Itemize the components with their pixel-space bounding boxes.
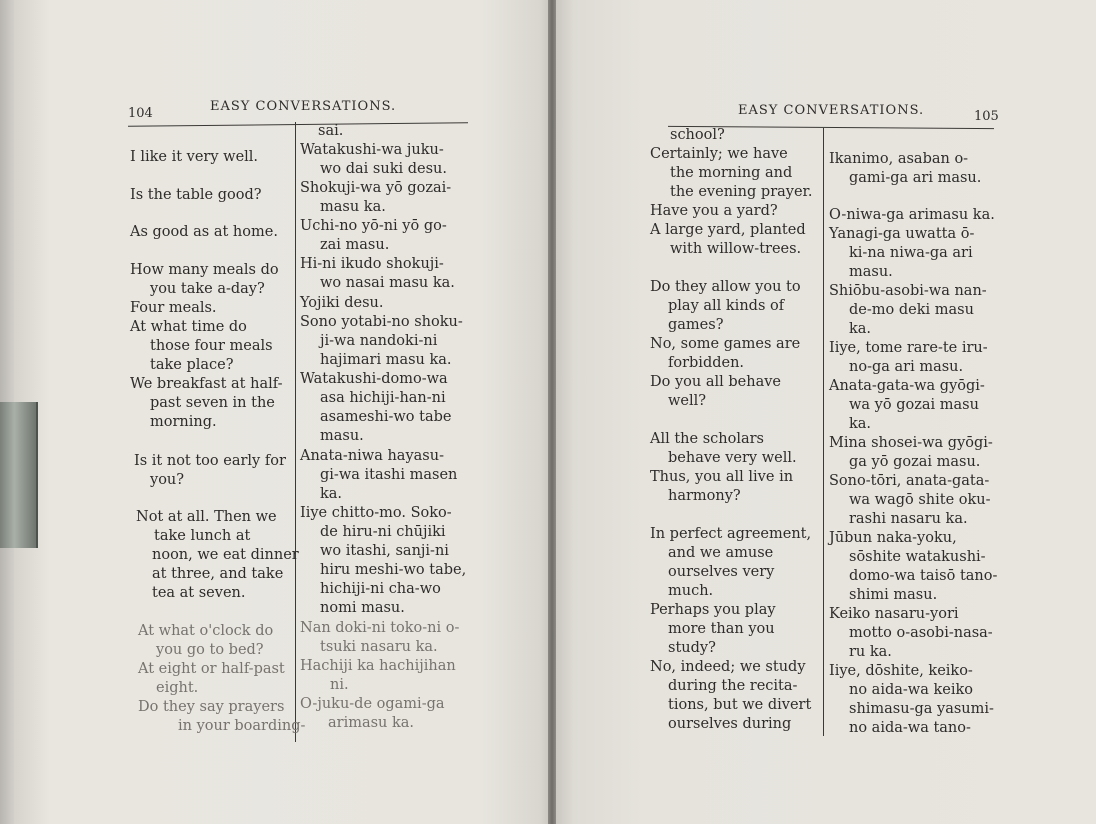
book-gutter (548, 0, 556, 824)
text-line: Thus, you all live in (650, 469, 794, 485)
text-line: We breakfast at half- (130, 376, 283, 392)
text-line: Jūbun naka-yoku, (829, 530, 957, 546)
right-page (554, 0, 1096, 824)
right-page-number: 105 (974, 109, 999, 124)
text-line: Do they allow you to (650, 279, 801, 295)
text-line: and we amuse (668, 545, 774, 561)
text-line: wo dai suki desu. (320, 161, 447, 177)
text-line: past seven in the (150, 395, 275, 411)
text-line: the morning and (670, 165, 793, 181)
text-line: I like it very well. (130, 149, 259, 165)
text-line: hiru meshi-wo tabe, (320, 562, 467, 578)
text-line: Do they say prayers (138, 699, 285, 715)
text-line: with willow-trees. (670, 241, 802, 257)
text-line: ourselves during (668, 716, 792, 732)
text-line: you go to bed? (156, 642, 264, 658)
book-clip (0, 402, 38, 548)
text-line: take lunch at (154, 528, 251, 544)
text-line: ga yō gozai masu. (849, 454, 981, 470)
text-line: de hiru-ni chūjiki (320, 524, 446, 540)
text-line: eight. (156, 680, 199, 696)
text-line: well? (668, 393, 707, 409)
text-line: ki-na niwa-ga ari (849, 245, 973, 261)
text-line: ka. (320, 486, 343, 502)
text-line: Perhaps you play (650, 602, 776, 618)
text-line: gami-ga ari masu. (849, 170, 982, 186)
text-line: you take a-day? (150, 281, 265, 297)
text-line: those four meals (150, 338, 273, 354)
text-line: Sono yotabi-no shoku- (300, 314, 463, 330)
text-line: Anata-gata-wa gyōgi- (829, 378, 985, 394)
text-line: domo-wa taisō tano- (849, 568, 998, 584)
text-line: wa wagō shite oku- (849, 492, 991, 508)
text-line: hajimari masu ka. (320, 352, 452, 368)
left-column-divider (295, 122, 296, 742)
text-line: Yojiki desu. (300, 295, 384, 311)
text-line: study? (668, 640, 716, 656)
text-line: harmony? (668, 488, 741, 504)
text-line: Is the table good? (130, 187, 262, 203)
text-line: shimi masu. (849, 587, 938, 603)
text-line: Iiye chitto-mo. Soko- (300, 505, 452, 521)
text-line: behave very well. (668, 450, 797, 466)
text-line: tsuki nasaru ka. (320, 639, 438, 655)
text-line: ourselves very (668, 564, 775, 580)
text-line: asa hichiji-han-ni (320, 390, 446, 406)
text-line: masu ka. (320, 199, 386, 215)
text-line: Is it not too early for (134, 453, 286, 469)
text-line: hichiji-ni cha-wo (320, 581, 441, 597)
text-line: shimasu-ga yasumi- (849, 701, 994, 717)
text-line: de-mo deki masu (849, 302, 974, 318)
text-line: wo itashi, sanji-ni (320, 543, 449, 559)
text-line: Iiye, dōshite, keiko- (829, 663, 973, 679)
text-line: At what time do (130, 319, 247, 335)
text-line: ka. (849, 321, 872, 337)
text-line: ni. (330, 677, 349, 693)
text-line: gi-wa itashi masen (320, 467, 458, 483)
text-line: Keiko nasaru-yori (829, 606, 959, 622)
text-line: Ikanimo, asaban o- (829, 151, 969, 167)
text-line: ka. (849, 416, 872, 432)
text-line: no aida-wa keiko (849, 682, 973, 698)
text-line: no-ga ari masu. (849, 359, 964, 375)
text-line: Hi-ni ikudo shokuji- (300, 256, 444, 272)
text-line: Watakushi-wa juku- (300, 142, 444, 158)
text-line: wa yō gozai masu (849, 397, 979, 413)
text-line: more than you (668, 621, 775, 637)
text-line: nomi masu. (320, 600, 405, 616)
text-line: motto o-asobi-nasa- (849, 625, 993, 641)
text-line: At eight or half-past (138, 661, 285, 677)
text-line: at three, and take (152, 566, 284, 582)
text-line: tions, but we divert (668, 697, 812, 713)
text-line: Nan doki-ni toko-ni o- (300, 620, 460, 636)
text-line: Have you a yard? (650, 203, 778, 219)
right-column-divider (823, 128, 824, 736)
text-line: no aida-wa tano- (849, 720, 971, 736)
text-line: Uchi-no yō-ni yō go- (300, 218, 447, 234)
text-line: much. (668, 583, 714, 599)
text-line: wo nasai masu ka. (320, 275, 455, 291)
text-line: masu. (320, 428, 364, 444)
text-line: asameshi-wo tabe (320, 409, 452, 425)
text-line: O-niwa-ga arimasu ka. (829, 207, 995, 223)
text-line: play all kinds of (668, 298, 785, 314)
text-line: school? (670, 127, 725, 143)
text-line: ji-wa nandoki-ni (320, 333, 438, 349)
text-line: How many meals do (130, 262, 279, 278)
text-line: Do you all behave (650, 374, 781, 390)
text-line: sai. (318, 123, 344, 139)
text-line: As good as at home. (130, 224, 278, 240)
text-line: sōshite watakushi- (849, 549, 986, 565)
text-line: morning. (150, 414, 217, 430)
text-line: in your boarding- (178, 718, 306, 734)
text-line: In perfect agreement, (650, 526, 812, 542)
text-line: Hachiji ka hachijihan (300, 658, 456, 674)
text-line: take place? (150, 357, 234, 373)
text-line: rashi nasaru ka. (849, 511, 968, 527)
text-line: during the recita- (668, 678, 798, 694)
text-line: Certainly; we have (650, 146, 788, 162)
text-line: Iiye, tome rare-te iru- (829, 340, 988, 356)
text-line: Shiōbu-asobi-wa nan- (829, 283, 987, 299)
text-line: Yanagi-ga uwatta ō- (829, 226, 975, 242)
text-line: Anata-niwa hayasu- (300, 448, 444, 464)
text-line: Mina shosei-wa gyōgi- (829, 435, 993, 451)
text-line: ru ka. (849, 644, 892, 660)
left-running-header: EASY CONVERSATIONS. (210, 99, 397, 114)
text-line: No, some games are (650, 336, 801, 352)
text-line: masu. (849, 264, 893, 280)
text-line: zai masu. (320, 237, 390, 253)
text-line: Four meals. (130, 300, 217, 316)
left-page-number: 104 (128, 106, 153, 121)
text-line: Sono-tōri, anata-gata- (829, 473, 990, 489)
text-line: Shokuji-wa yō gozai- (300, 180, 452, 196)
text-line: the evening prayer. (670, 184, 813, 200)
text-line: O-juku-de ogami-ga (300, 696, 445, 712)
text-line: A large yard, planted (650, 222, 806, 238)
text-line: tea at seven. (152, 585, 246, 601)
text-line: games? (668, 317, 724, 333)
text-line: At what o'clock do (138, 623, 274, 639)
text-line: you? (150, 472, 185, 488)
text-line: Watakushi-domo-wa (300, 371, 448, 387)
right-running-header: EASY CONVERSATIONS. (738, 103, 925, 118)
text-line: No, indeed; we study (650, 659, 806, 675)
text-line: Not at all. Then we (136, 509, 277, 525)
text-line: All the scholars (650, 431, 764, 447)
text-line: forbidden. (668, 355, 745, 371)
text-line: noon, we eat dinner (152, 547, 299, 563)
text-line: arimasu ka. (328, 715, 415, 731)
